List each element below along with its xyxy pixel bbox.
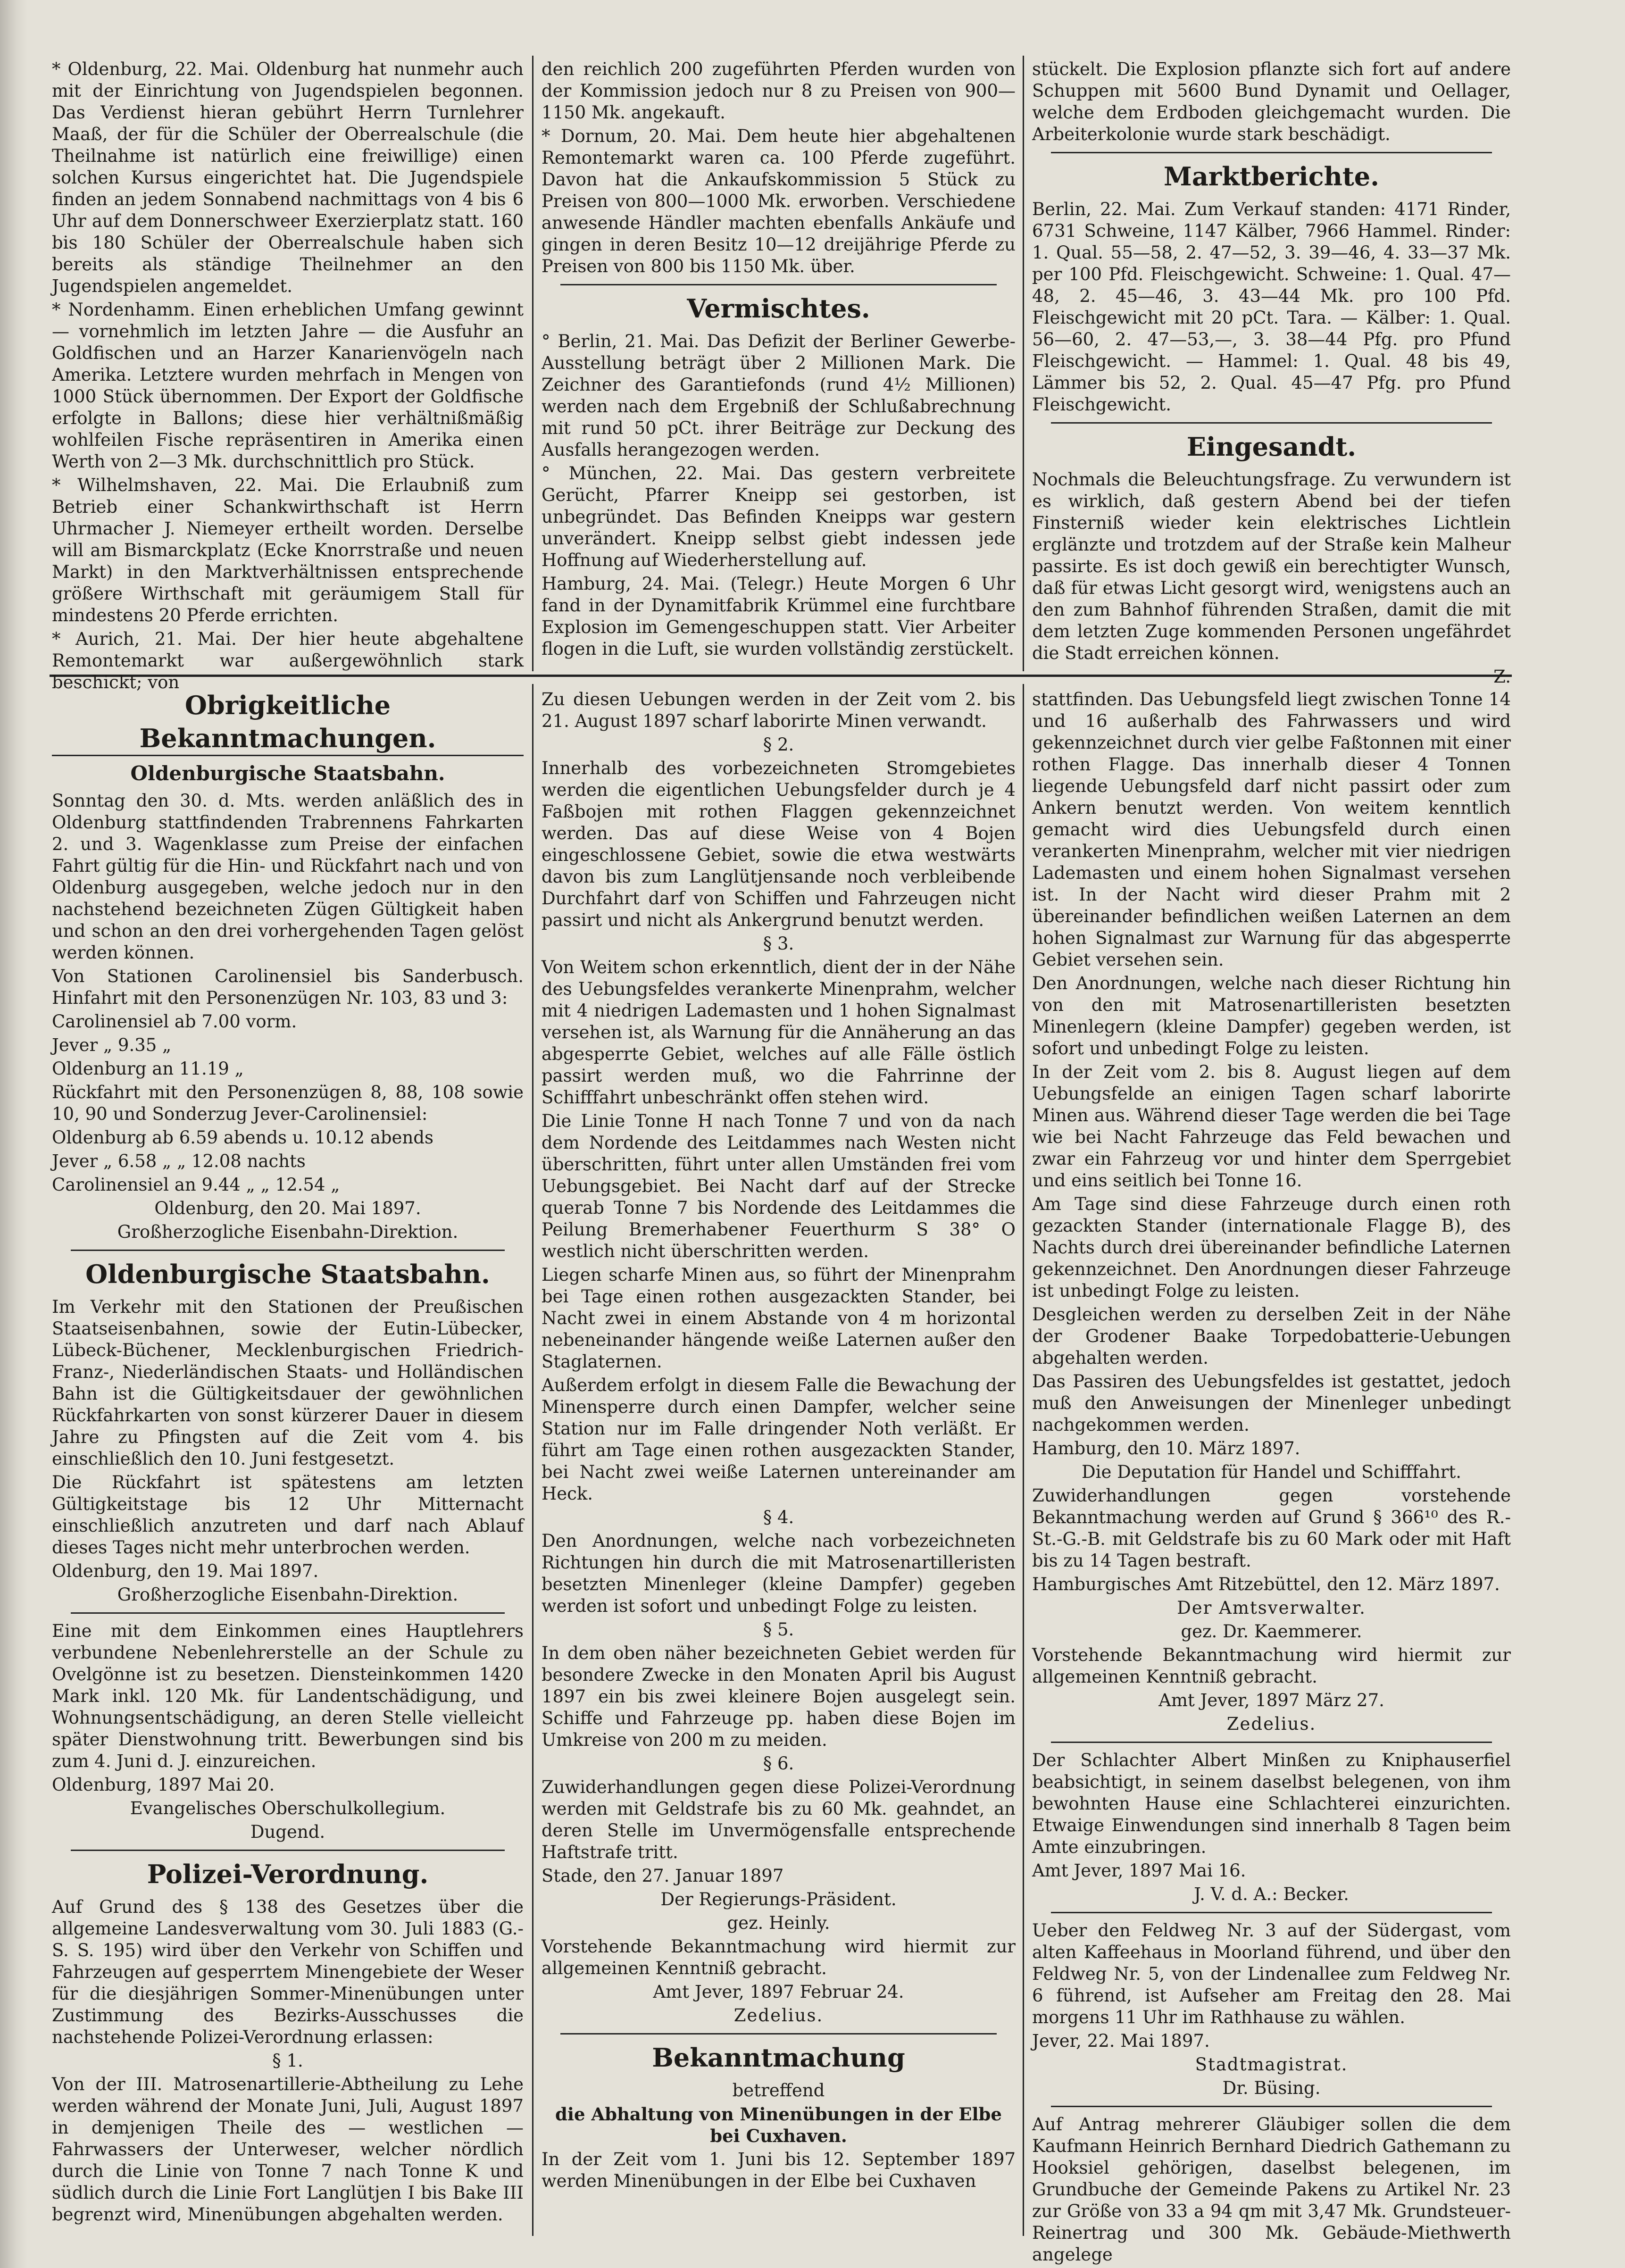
notice-subtitle-bold: die Abhaltung von Minenübungen in der Elbe bei Cuxhaven. — [555, 2104, 1002, 2146]
rueckfahrt-heading: Rückfahrt mit den Personenzügen 8, 88, 108 sowie 10, 90 und Sonderzug Jever-Carolinensiel: — [52, 1082, 524, 1124]
polizei-text: Außerdem erfolgt in diesem Falle die Bewachung der Minensperre durch einen Dampfer, welcher seine Station nur im Falle dringender Noth verläßt. Er führt am Tage einen rothen ausgezackten Stander, bei Nacht zwei weiße Laternen untereinander am Heck. — [542, 1375, 1016, 1504]
timetable-row: Carolinensiel an 9.44 „ „ 12.54 „ — [52, 1175, 340, 1195]
paragraph-number: § 5. — [763, 1619, 794, 1640]
timetable-row: Jever „ 9.35 „ — [52, 1035, 172, 1055]
polizei-text: Innerhalb des vorbezeichneten Stromgebietes werden die eigentlichen Uebungsfelder durch je 4 Faßbojen mit rothen Flaggen gekennzeichnet werden. Das auf diese Weise von 4 Bojen eingeschlossene Gebiet, sowie die etwa westwärts davon bis zum Langlütjensande noch verbleibende Durchfahrt darf von Schiffen und Fahrzeugen nicht passirt und nicht als Ankergrund benutzt werden. — [542, 758, 1016, 930]
column-rule — [532, 684, 533, 2236]
notice-minenuebungen: In der Zeit vom 1. Juni bis 12. September 1897 werden Minenübungen in der Elbe bei Cuxhaven — [542, 2149, 1016, 2191]
notice-date: Oldenburg, 1897 Mai 20. — [52, 1775, 275, 1795]
notice-signature: Großherzogliche Eisenbahn-Direktion. — [117, 1584, 458, 1605]
notice-date: Amt Jever, 1897 Mai 16. — [1032, 1860, 1246, 1881]
notice-subtitle: betreffend — [732, 2080, 825, 2101]
column-rule — [532, 56, 533, 671]
news-muenchen: ° München, 22. Mai. Das gestern verbreitete Gerücht, Pfarrer Kneipp sei gestorben, ist unbegründet. Das Befinden Kneipps war gestern unverändert. Kneipp selbst giebt indessen jede Hoffnung auf Wiederherstellung auf. — [542, 463, 1016, 570]
bottom-column-1 — [52, 689, 524, 2227]
notice-signature-name: Zedelius. — [733, 2005, 824, 2026]
notice-date: Jever, 22. Mai 1897. — [1032, 2031, 1210, 2051]
top-column-2 — [542, 58, 1016, 662]
section-title-eingesandt: Eingesandt. — [1186, 432, 1357, 462]
notice-signature-name: Zedelius. — [1226, 1714, 1317, 1734]
notice-date: Oldenburg, den 19. Mai 1897. — [52, 1561, 319, 1581]
notice-date: Amt Jever, 1897 Februar 24. — [653, 1982, 904, 2002]
notice-date: Hamburg, den 10. März 1897. — [1032, 1438, 1300, 1459]
notice-title-bekanntmachung: Bekanntmachung — [652, 2043, 905, 2073]
section-title-vermischtes: Vermischtes. — [687, 293, 870, 324]
paragraph-number: § 2. — [763, 734, 794, 755]
letter-signature: Z. — [1493, 667, 1511, 687]
hinfahrt-heading: Von Stationen Carolinensiel bis Sanderbusch. Hinfahrt mit den Personenzügen Nr. 103, 83 und 3: — [52, 966, 524, 1008]
notice-signature: Großherzogliche Eisenbahn-Direktion. — [117, 1222, 458, 1242]
polizei-text: Den Anordnungen, welche nach vorbezeichneten Richtungen hin durch die mit Matrosenartilleristen besetzten Minenleger (kleine Dampfer) gegeben werden ist sofort und unbedingt Folge zu leisten. — [542, 1531, 1016, 1616]
notice-rueckfahrkarten: Im Verkehr mit den Stationen der Preußischen Staatseisenbahnen, sowie der Eutin-Lübecker, Lübeck-Büchener, Mecklenburgischen Friedrich-Franz-, Niederländischen Staats- und Holländischen Bahn ist die Gültigkeitsdauer der gewöhnlichen Rückfahrkarten von sonst kürzerer Dauer in diesem Jahre zu Pfingsten auf die Zeit vom 4. bis einschließlich den 10. Juni festgesetzt. — [52, 1297, 524, 1469]
timetable-row: Oldenburg an 11.19 „ — [52, 1059, 244, 1079]
news-aurich: * Aurich, 21. Mai. Der hier heute abgehaltene Remontemarkt war außergewöhnlich stark beschickt; von — [52, 629, 524, 692]
minen-text: Das Passiren des Uebungsfeldes ist gestattet, jedoch muß den Anweisungen der Minenleger unbedingt nachgekommen werden. — [1032, 1371, 1511, 1435]
polizei-text: In dem oben näher bezeichneten Gebiet werden für besondere Zwecke in den Monaten April bis August 1897 ein bis zwei kleinere Bojen ausgelegt sein. Schiffe und Fahrzeuge pp. haben diese Bojen im Umkreise von 200 m zu meiden. — [542, 1643, 1016, 1750]
paragraph-number: § 3. — [763, 934, 794, 954]
bottom-column-3 — [1032, 689, 1511, 2268]
timetable-row: Jever „ 6.58 „ „ 12.08 nachts — [52, 1151, 306, 1171]
minen-text: stattfinden. Das Uebungsfeld liegt zwischen Tonne 14 und 16 außerhalb des Fahrwassers und wird gekennzeichnet durch vier gelbe Faßtonnen mit einer rothen Flagge. Das innerhalb dieser 4 Tonnen liegende Uebungsfeld darf nicht passirt oder zum Ankern benutzt werden. Von weitem kenntlich gemacht wird dies Uebungsfeld durch einen verankerten Minenprahm, welcher mit vier niedrigen Lademasten und einem hohen Signalmast versehen ist. In der Nacht wird dieser Prahm mit 2 übereinander befindlichen weißen Laternen an dem hohen Signalmast zur Warnung für das abgesperrte Gebiet versehen sein. — [1032, 689, 1511, 970]
notice-vorstehende: Vorstehende Bekanntmachung wird hiermit zur allgemeinen Kenntniß gebracht. — [542, 1936, 1016, 1978]
notice-date: Stade, den 27. Januar 1897 — [542, 1866, 784, 1886]
separator — [560, 2033, 997, 2035]
column-rule — [1023, 56, 1024, 671]
paragraph-number: § 4. — [763, 1507, 794, 1527]
notice-signature: Die Deputation für Handel und Schifffahrt. — [1081, 1462, 1462, 1482]
polizei-paragraph-1: Von der III. Matrosenartillerie-Abtheilung zu Lehe werden während der Monate Juni, Juli, August 1897 in demjenigen Theile des — westlichen — Fahrwassers der Unterweser, welcher nördlich durch die Linie von Tonne 7 nach Tonne K und südlich durch die Linie Fort Langlütjen I bis Bake III begrenzt wird, Minenübungen abgehalten werden. — [52, 2074, 524, 2225]
minen-text: Desgleichen werden zu derselben Zeit in der Nähe der Grodener Baake Torpedobatterie-Uebungen abgehalten werden. — [1032, 1304, 1511, 1368]
news-wilhelmshaven: * Wilhelmshaven, 22. Mai. Die Erlaubniß zum Betrieb einer Schankwirthschaft ist Herrn Uhrmacher J. Niemeyer ertheilt worden. Derselbe will am Bismarckplatz (Ecke Knorrstraße und neuen Markt) in den Marktverhältnissen entsprechende größere Wirthschaft mit geräumigem Stall für mindestens 20 Pferde errichten. — [52, 475, 524, 625]
notice-signature-name: Dr. Büsing. — [1222, 2078, 1321, 2098]
timetable-row: Oldenburg ab 6.59 abends u. 10.12 abends — [52, 1127, 433, 1148]
polizei-intro: Auf Grund des § 138 des Gesetzes über die allgemeine Landesverwaltung vom 30. Juli 1883 (G.-S. S. 195) wird über den Verkehr von Schiffen und Fahrzeugen auf gesperrtem Minengebiete der Weser für die diesjährigen Sommer-Minenübungen unter Zustimmung des Bezirks-Ausschusses die nachstehende Polizei-Verordnung erlassen: — [52, 1897, 524, 2047]
notice-signature: Stadtmagistrat. — [1195, 2054, 1348, 2075]
notice-title-polizei: Polizei-Verordnung. — [147, 1859, 429, 1889]
top-column-1 — [52, 58, 524, 695]
section-title-marktberichte: Marktberichte. — [1164, 161, 1379, 192]
polizei-text: Die Linie Tonne H nach Tonne 7 und von da nach dem Nordende des Leitdammes nach Westen nicht überschritten, führt unter allen Umständen frei vom Uebungsgebiet. Bei Nacht darf auf der Strecke querab Tonne 7 bis Nordende des Leitdammes die Peilung Bremerhabener Feuerthurm S 38° O westlich nicht überschritten werden. — [542, 1111, 1016, 1261]
minen-text: Den Anordnungen, welche nach dieser Richtung hin von den mit Matrosenartilleristen besetzten Minenlegern (kleine Dampfer) gegeben werden, ist sofort und unbedingt Folge zu leisten. — [1032, 973, 1511, 1059]
letter-beleuchtung: Nochmals die Beleuchtungsfrage. Zu verwundern ist es wirklich, daß gestern Abend bei der tiefen Finsterniß wieder kein elektrisches Lichtlein erglänzte und trotzdem auf der Straße kein Malheur passirte. Es ist doch gewiß ein berechtigter Wunsch, daß für etwas Licht gesorgt wird, wenigstens auch an den zum Bahnhof führenden Straßen, damit die mit dem letzten Zuge kommenden Personen ungefährdet die Stadt erreichen können. — [1032, 469, 1511, 663]
separator — [1051, 152, 1492, 153]
market-report-berlin: Berlin, 22. Mai. Zum Verkauf standen: 4171 Rinder, 6731 Schweine, 1147 Kälber, 7966 Hammel. Rinder: 1. Qual. 55—58, 2. 47—52, 3. 39—46, 4. 33—37 Mk. per 100 Pfd. Fleischgewicht. Schweine: 1. Qual. 47—48, 2. 45—46, 3. 43—44 Mk. pro 100 Pfd. Fleischgewicht mit 20 pCt. Tara. — Kälber: 1. Qual. 56—60, 2. 47—53,—, 3. 38—44 Pfg. pro Pfund Fleischgewicht. — Hammel: 1. Qual. 48 bis 49, Lämmer bis 52, 2. Qual. 45—47 Pfg. pro Pfund Fleischgewicht. — [1032, 199, 1511, 415]
separator — [71, 1850, 505, 1851]
paragraph-number: § 6. — [763, 1753, 794, 1774]
notice-trabrennen: Sonntag den 30. d. Mts. werden anläßlich des in Oldenburg stattfindenden Trabrennens Fahrkarten 2. und 3. Wagenklasse zum Preise der einfachen Fahrt gültig für die Hin- und Rückfahrt nach und von Oldenburg ausgegeben, welche jedoch nur in den nachstehend bezeichneten Zügen Gültigkeit haben und schon an den drei vorhergehenden Tagen gelöst werden können. — [52, 791, 524, 963]
separator — [71, 1612, 505, 1614]
news-aurich-cont: den reichlich 200 zugeführten Pferden wurden von der Kommission jedoch nur 8 zu Preisen von 900—1150 Mk. angekauft. — [542, 59, 1016, 123]
paragraph-number: § 1. — [272, 2051, 303, 2071]
separator — [71, 1250, 505, 1251]
notice-title-staatsbahn: Oldenburgische Staatsbahn. — [130, 762, 445, 785]
notice-lehrerstelle: Eine mit dem Einkommen eines Hauptlehrers verbundene Nebenlehrerstelle an der Schule zu Ovelgönne ist zu besetzen. Diensteinkommen 1420 Mark inkl. 120 Mk. für Landentschädigung, und Wohnungsentschädigung, an deren Stelle vielleicht später Dienstwohnung tritt. Bewerbungen sind bis zum 4. Juni d. J. einzureichen. — [52, 1621, 524, 1771]
news-oldenburg: * Oldenburg, 22. Mai. Oldenburg hat nunmehr auch mit der Einrichtung von Jugendspielen begonnen. Das Verdienst hieran gebührt Herrn Turnlehrer Maaß, der für die Schüler der Oberrealschule (die Theilnahme ist natürlich eine freiwillige) einen solchen Kursus eingerichtet hat. Die Jugendspiele finden an jedem Sonnabend nachmittags von 4 bis 6 Uhr auf dem Donnerschweer Exerzierplatz statt. 160 bis 180 Schüler der Oberrealschule haben sich bereits als ständige Theilnehmer an den Jugendspielen angemeldet. — [52, 59, 524, 296]
separator — [1051, 422, 1492, 424]
section-title-obrigkeitliche: Obrigkeitliche Bekanntmachungen. — [52, 689, 524, 756]
column-rule — [1023, 684, 1024, 2236]
notice-date: Hamburgisches Amt Ritzebüttel, den 12. März 1897. — [1032, 1574, 1500, 1594]
scan-binding-edge — [0, 0, 27, 2268]
separator — [1051, 1912, 1492, 1913]
news-nordenhamm: * Nordenhamm. Einen erheblichen Umfang gewinnt — vornehmlich im letzten Jahre — die Ausfuhr an Goldfischen und an Harzer Kanarienvögeln nach Amerika. Letztere wurden mehrfach in Mengen von 1000 Stück übernommen. Der Export der Goldfische erfolgte in Ballons; diese hier verhältnißmäßig wohlfeilen Fische repräsentiren in Amerika einen Werth von 2—3 Mk. durchschnittlich pro Stück. — [52, 300, 524, 472]
separator — [1051, 1742, 1492, 1743]
separator — [560, 284, 997, 285]
notice-schlachter: Der Schlachter Albert Minßen zu Kniphauserfiel beabsichtigt, in seinem daselbst belegenen, von ihm bewohnten Hause eine Schlachterei einzurichten. Etwaige Einwendungen sind innerhalb 8 Tagen beim Amte einzubringen. — [1032, 1750, 1511, 1857]
notice-signature: Der Regierungs-Präsident. — [660, 1889, 897, 1909]
separator — [1051, 2106, 1492, 2107]
notice-signature: J. V. d. A.: Becker. — [1194, 1884, 1349, 1904]
polizei-text: Zu diesen Uebungen werden in der Zeit vom 2. bis 21. August 1897 scharf laborirte Minen verwandt. — [542, 689, 1016, 731]
news-berlin: ° Berlin, 21. Mai. Das Defizit der Berliner Gewerbe-Ausstellung beträgt über 2 Millionen Mark. Die Zeichner des Garantiefonds (rund 4½ Millionen) werden nach dem Ergebniß der Schlußabrechnung mit rund 50 pCt. ihrer Beiträge zur Deckung des Ausfalls herangezogen werden. — [542, 331, 1016, 460]
notice-date: Oldenburg, den 20. Mai 1897. — [154, 1198, 421, 1218]
notice-signature-name: Dugend. — [250, 1822, 325, 1842]
minen-text: Am Tage sind diese Fahrzeuge durch einen roth gezackten Stander (internationale Flagge B), des Nachts durch drei übereinander befindliche Laternen gekennzeichnet. Den Anordnungen dieser Fahrzeuge ist unbedingt Folge zu leisten. — [1032, 1194, 1511, 1301]
notice-rueckfahrkarten-2: Die Rückfahrt ist spätestens am letzten Gültigkeitstage bis 12 Uhr Mitternacht einschließlich anzutreten und darf nach Ablauf dieses Tages nicht mehr unterbrochen werden. — [52, 1472, 524, 1558]
notice-signature-name: gez. Heinly. — [727, 1913, 830, 1933]
news-hamburg-cont: stückelt. Die Explosion pflanzte sich fort auf andere Schuppen mit 5600 Bund Dynamit und Oellager, welche dem Erdboden gleichgemacht wurden. Die Arbeiterkolonie wurde stark beschädigt. — [1032, 59, 1511, 144]
bottom-column-2 — [542, 689, 1016, 2194]
news-hamburg: Hamburg, 24. Mai. (Telegr.) Heute Morgen 6 Uhr fand in der Dynamitfabrik Krümmel eine furchtbare Explosion im Gemengeschuppen statt. Vier Arbeiter flogen in die Luft, sie wurden vollständig zerstückelt. — [542, 574, 1016, 659]
notice-title-staatsbahn-2: Oldenburgische Staatsbahn. — [85, 1259, 490, 1289]
notice-vorstehende: Vorstehende Bekanntmachung wird hiermit zur allgemeinen Kenntniß gebracht. — [1032, 1645, 1511, 1687]
polizei-text: Liegen scharfe Minen aus, so führt der Minenprahm bei Tage einen rothen ausgezackten Stander, bei Nacht zwei in einem Abstande von 4 m horizontal nebeneinander hängende weiße Laternen außer den Staglaternen. — [542, 1265, 1016, 1372]
notice-date: Amt Jever, 1897 März 27. — [1158, 1690, 1384, 1710]
top-column-3 — [1032, 58, 1511, 690]
notice-signature-name: gez. Dr. Kaemmerer. — [1181, 1621, 1362, 1642]
minen-text: In der Zeit vom 2. bis 8. August liegen auf dem Uebungsfelde an einigen Tagen scharf laborirte Minen aus. Während dieser Tage werden die bei Tage wie bei Nacht Fahrzeuge das Feld bewachen und zwar ein Fahrzeug vor und hinter dem Sperrgebiet und eins seitlich bei Tonne 16. — [1032, 1062, 1511, 1191]
notice-signature: Der Amtsverwalter. — [1177, 1598, 1366, 1618]
notice-feldweg: Ueber den Feldweg Nr. 3 auf der Südergast, vom alten Kaffeehaus in Moorland führend, und über den Feldweg Nr. 5, von der Lindenallee zum Feldweg Nr. 6 führend, ist Aufseher am Freitag den 28. Mai morgens 11 Uhr im Rathhause zu wählen. — [1032, 1920, 1511, 2027]
notice-signature: Evangelisches Oberschulkollegium. — [130, 1798, 446, 1818]
notice-zuwider: Zuwiderhandlungen gegen vorstehende Bekanntmachung werden auf Grund § 366¹⁰ des R.-St.-G.-B. mit Geldstrafe bis zu 60 Mark oder mit Haft bis zu 14 Tagen bestraft. — [1032, 1485, 1511, 1571]
news-dornum: * Dornum, 20. Mai. Dem heute hier abgehaltenen Remontemarkt waren ca. 100 Pferde zugeführt. Davon hat die Ankaufskommission 5 Stück zu Preisen von 800—1000 Mk. erworben. Verschiedene anwesende Händler machten ebenfalls Ankäufe und gingen in deren Besitz 10—12 dreijährige Pferde zu Preisen von 800 bis 1150 Mk. über. — [542, 126, 1016, 276]
polizei-text: Von Weitem schon erkenntlich, dient der in der Nähe des Uebungsfeldes verankerte Minenprahm, welcher mit 4 niedrigen Lademasten und 1 hohen Signalmast versehen ist, als Warnung für die Annäherung an das abgesperrte Gebiet, welches auf alle Fälle östlich passirt werden muß, wo die Fahrrinne der Schifffahrt unbeschränkt offen stehen wird. — [542, 957, 1016, 1108]
polizei-text: Zuwiderhandlungen gegen diese Polizei-Verordnung werden mit Geldstrafe bis zu 60 Mk. geahndet, an deren Stelle im Unvermögensfalle entsprechende Haftstrafe tritt. — [542, 1777, 1016, 1862]
timetable-row: Carolinensiel ab 7.00 vorm. — [52, 1011, 297, 1032]
notice-zwangsversteigerung: Auf Antrag mehrerer Gläubiger sollen die dem Kaufmann Heinrich Bernhard Diedrich Gathemann zu Hooksiel gehörigen, daselbst belegenen, im Grundbuche der Gemeinde Pakens zu Artikel Nr. 23 zur Größe von 33 a 94 qm mit 3,47 Mk. Grundsteuer-Reinertrag und 300 Mk. Gebäude-Miethwerth angelege — [1032, 2114, 1511, 2265]
